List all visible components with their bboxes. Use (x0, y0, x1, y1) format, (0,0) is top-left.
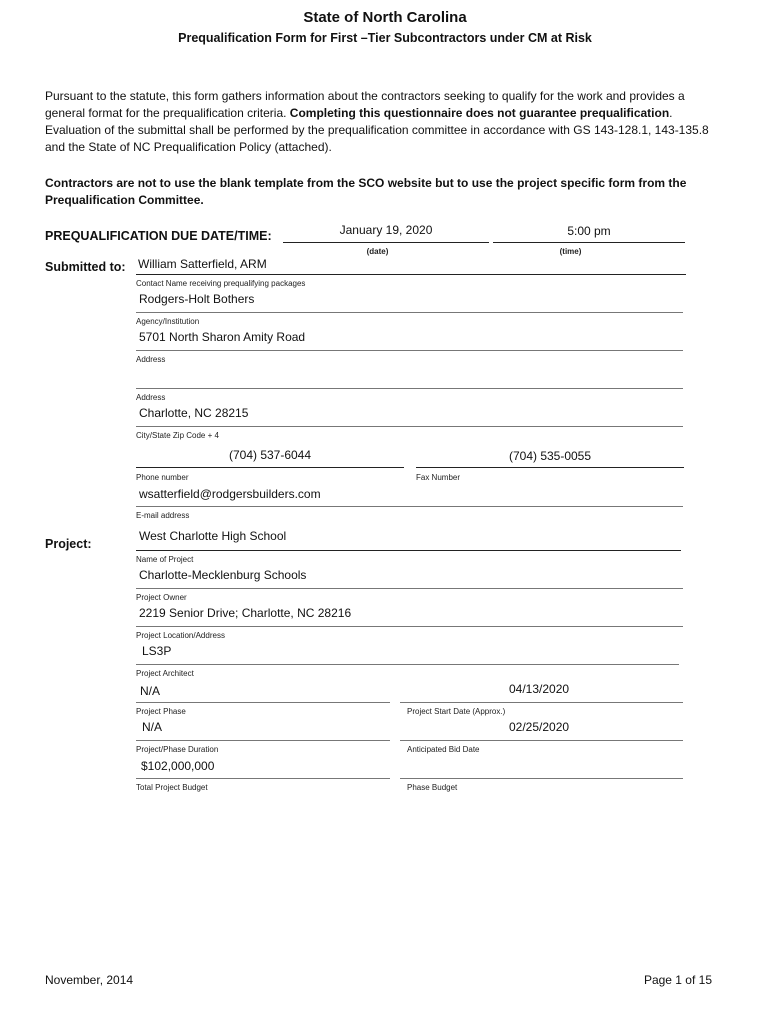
phone-value[interactable]: (704) 537-6044 (228, 448, 312, 462)
agency-value[interactable]: Rodgers-Holt Bothers (139, 292, 255, 306)
start-date-caption: Project Start Date (Approx.) (407, 707, 506, 716)
phone-caption: Phone number (136, 473, 189, 482)
due-time-value[interactable]: 5:00 pm (567, 224, 611, 238)
city-caption: City/State Zip Code + 4 (136, 431, 219, 440)
bid-date-caption: Anticipated Bid Date (407, 745, 480, 754)
address1-line (136, 350, 683, 351)
duration-value[interactable]: N/A (142, 720, 163, 734)
start-date-line (400, 702, 683, 703)
project-label: Project: (45, 537, 92, 551)
intro-text-bold: Completing this questionnaire does not guarantee prequalification (289, 106, 670, 120)
due-time-caption: (time) (559, 247, 582, 256)
total-budget-line (136, 778, 390, 779)
project-name-caption: Name of Project (136, 555, 194, 564)
due-time-line (493, 242, 685, 243)
architect-value[interactable]: LS3P (142, 644, 172, 658)
intro-text-a: Pursuant to the statute, this form gathers information about the contractors seeking to qualify for the work and provides a general format for the prequalification criteria. (45, 89, 685, 120)
agency-caption: Agency/Institution (136, 317, 200, 326)
owner-line (136, 588, 683, 589)
project-name-line (136, 550, 681, 551)
form-title: State of North Carolina (303, 9, 467, 26)
email-caption: E-mail address (136, 511, 190, 520)
owner-caption: Project Owner (136, 593, 187, 602)
due-date-line (283, 242, 489, 243)
form-subtitle: Prequalification Form for First –Tier Subcontractors under CM at Risk (178, 31, 592, 45)
phase-budget-line (400, 778, 683, 779)
footer-page-number: Page 1 of 15 (643, 973, 712, 987)
city-value[interactable]: Charlotte, NC 28215 (139, 406, 249, 420)
intro-paragraph (45, 88, 725, 156)
bid-date-value[interactable]: 02/25/2020 (509, 720, 570, 734)
architect-line (136, 664, 679, 665)
footer-date: November, 2014 (45, 973, 134, 987)
duration-line (136, 740, 390, 741)
phase-caption: Project Phase (136, 707, 186, 716)
total-budget-value[interactable]: $102,000,000 (141, 759, 215, 773)
architect-caption: Project Architect (136, 669, 194, 678)
total-budget-caption: Total Project Budget (136, 783, 208, 792)
bid-date-line (400, 740, 683, 741)
fax-value[interactable]: (704) 535-0055 (508, 449, 592, 463)
phase-budget-caption: Phase Budget (407, 783, 458, 792)
contact-name-value[interactable]: William Satterfield, ARM (138, 257, 267, 271)
fax-caption: Fax Number (416, 473, 461, 482)
city-line (136, 426, 683, 427)
address1-value[interactable]: 5701 North Sharon Amity Road (139, 330, 306, 344)
email-line (136, 506, 683, 507)
template-notice: Contractors are not to use the blank template from the SCO website but to use the project specific form from the Prequalification Committee. (45, 176, 687, 207)
address2-caption: Address (136, 393, 166, 402)
due-date-value[interactable]: January 19, 2020 (339, 223, 433, 237)
address1-caption: Address (136, 355, 166, 364)
due-date-label: PREQUALIFICATION DUE DATE/TIME: (45, 229, 272, 243)
phone-line (136, 467, 404, 468)
project-name-value[interactable]: West Charlotte High School (139, 529, 287, 543)
location-caption: Project Location/Address (136, 631, 225, 640)
contact-name-line (136, 274, 686, 275)
location-line (136, 626, 683, 627)
duration-caption: Project/Phase Duration (136, 745, 219, 754)
agency-line (136, 312, 683, 313)
fax-line (416, 467, 684, 468)
due-date-caption: (date) (366, 247, 389, 256)
phase-value[interactable]: N/A (140, 684, 161, 698)
phase-line (136, 702, 390, 703)
start-date-value[interactable]: 04/13/2020 (509, 682, 570, 696)
email-value[interactable]: wsatterfield@rodgersbuilders.com (139, 487, 321, 501)
intro-text-b: . Evaluation of the submittal shall be performed by the prequalification committee in accordance with GS 143-128.1, 143-135.8 and the State of NC Prequalification Policy (attached). (45, 106, 709, 154)
contact-name-caption: Contact Name receiving prequalifying packages (136, 279, 306, 288)
owner-value[interactable]: Charlotte-Mecklenburg Schools (139, 568, 307, 582)
submitted-to-label: Submitted to: (45, 260, 126, 274)
address2-line (136, 388, 683, 389)
location-value[interactable]: 2219 Senior Drive; Charlotte, NC 28216 (139, 606, 352, 620)
